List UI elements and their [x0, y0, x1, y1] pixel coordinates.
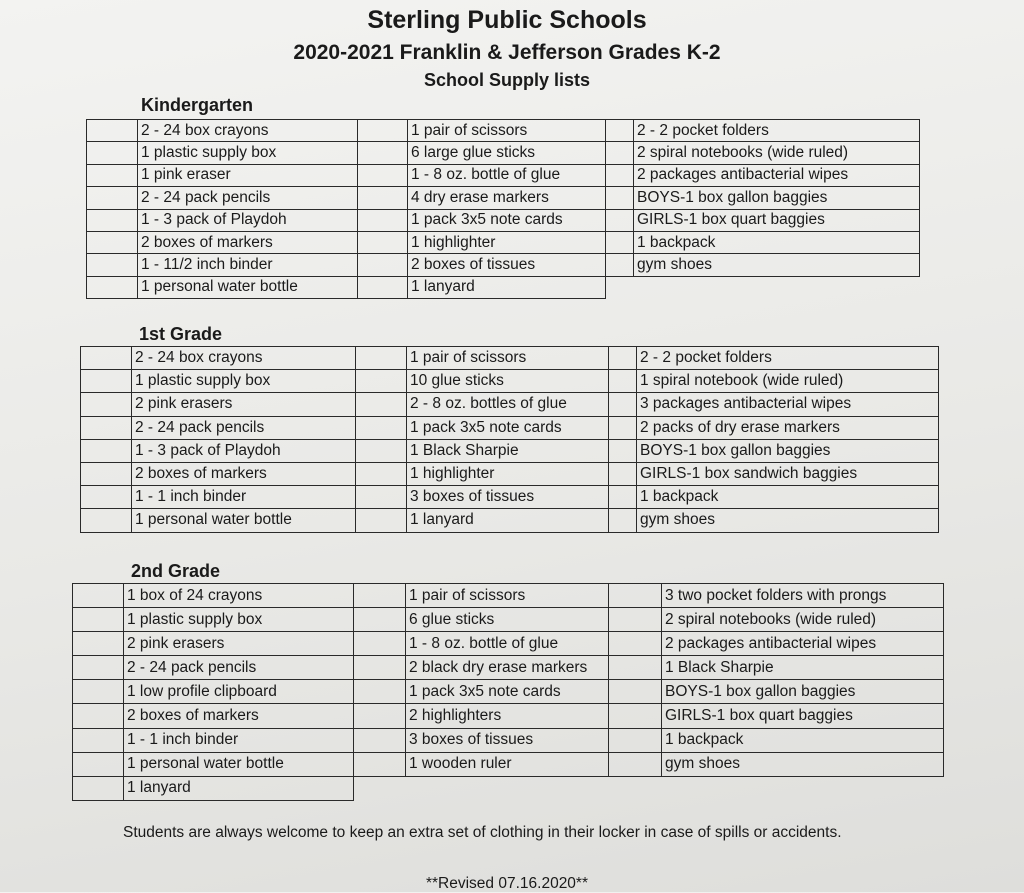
- supply-item: 3 packages antibacterial wipes: [637, 393, 939, 416]
- supply-item: 2 - 2 pocket folders: [637, 347, 939, 370]
- blank-check-cell: [81, 347, 132, 370]
- blank-check-cell: [358, 142, 408, 164]
- section-heading-1st-grade: 1st Grade: [139, 324, 223, 344]
- supply-item: 6 large glue sticks: [408, 142, 606, 164]
- blank-check-cell: [358, 254, 408, 276]
- table-row: [87, 164, 920, 186]
- supply-item: [662, 776, 944, 800]
- table-row: [81, 486, 939, 509]
- supply-item: 1 Black Sharpie: [407, 439, 609, 462]
- supply-item: 2 boxes of markers: [124, 704, 354, 728]
- supply-item: 2 - 24 pack pencils: [124, 656, 354, 680]
- blank-check-cell: [354, 656, 406, 680]
- supply-item: 1 - 1 inch binder: [132, 486, 356, 509]
- table-row: [73, 752, 944, 776]
- supply-table-2nd-grade: [72, 583, 944, 801]
- supply-item: 1 - 3 pack of Playdoh: [132, 439, 356, 462]
- blank-check-cell: [73, 680, 124, 704]
- blank-check-cell: [356, 347, 407, 370]
- blank-check-cell: [87, 142, 138, 164]
- supply-item: 2 pink erasers: [132, 393, 356, 416]
- section-heading-2nd-grade: 2nd Grade: [131, 561, 221, 581]
- blank-check-cell: [354, 776, 406, 800]
- table-row: [87, 209, 920, 231]
- supply-item: GIRLS-1 box quart baggies: [634, 209, 920, 231]
- supply-item: 2 packs of dry erase markers: [637, 416, 939, 439]
- table-row: [87, 120, 920, 142]
- revised-date: **Revised 07.16.2020**: [425, 875, 588, 892]
- table-row: [81, 509, 939, 532]
- supply-item: 1 plastic supply box: [132, 370, 356, 393]
- blank-check-cell: [609, 439, 637, 462]
- blank-check-cell: [81, 416, 132, 439]
- table-row: [73, 584, 944, 608]
- supply-item: 3 two pocket folders with prongs: [662, 584, 944, 608]
- supply-item: 2 packages antibacterial wipes: [634, 164, 920, 186]
- blank-check-cell: [609, 393, 637, 416]
- table-row: [73, 608, 944, 632]
- blank-check-cell: [81, 393, 132, 416]
- supply-item: 1 pair of scissors: [407, 347, 609, 370]
- blank-check-cell: [606, 164, 634, 186]
- supply-item: 4 dry erase markers: [408, 187, 606, 209]
- blank-check-cell: [87, 120, 138, 142]
- supply-item: 1 backpack: [662, 728, 944, 752]
- blank-check-cell: [354, 728, 406, 752]
- table-row: [87, 254, 920, 276]
- blank-check-cell: [73, 776, 124, 800]
- blank-check-cell: [87, 209, 138, 231]
- blank-check-cell: [358, 187, 408, 209]
- blank-check-cell: [81, 509, 132, 532]
- blank-check-cell: [606, 209, 634, 231]
- table-row: [73, 632, 944, 656]
- supply-item: 1 pair of scissors: [408, 120, 606, 142]
- supply-item: 2 - 24 box crayons: [132, 347, 356, 370]
- blank-check-cell: [609, 776, 662, 800]
- page-subtitle: 2020-2021 Franklin & Jefferson Grades K-2: [293, 41, 721, 64]
- blank-check-cell: [87, 276, 138, 298]
- blank-check-cell: [358, 276, 408, 298]
- supply-item: gym shoes: [634, 254, 920, 276]
- blank-check-cell: [354, 608, 406, 632]
- blank-check-cell: [609, 608, 662, 632]
- blank-check-cell: [354, 632, 406, 656]
- supply-item: 2 highlighters: [406, 704, 609, 728]
- supply-item: 2 - 2 pocket folders: [634, 120, 920, 142]
- supply-item: 1 pack 3x5 note cards: [407, 416, 609, 439]
- supply-item: 1 plastic supply box: [138, 142, 358, 164]
- table-row: [73, 776, 944, 800]
- blank-check-cell: [358, 209, 408, 231]
- supply-item: 1 pair of scissors: [406, 584, 609, 608]
- supply-item: 1 plastic supply box: [124, 608, 354, 632]
- blank-check-cell: [73, 728, 124, 752]
- supply-item: BOYS-1 box gallon baggies: [662, 680, 944, 704]
- blank-check-cell: [81, 486, 132, 509]
- blank-check-cell: [81, 370, 132, 393]
- table-row: [81, 439, 939, 462]
- blank-check-cell: [356, 370, 407, 393]
- table-row: [81, 393, 939, 416]
- supply-table-1st-grade: [80, 346, 939, 533]
- blank-check-cell: [609, 486, 637, 509]
- blank-check-cell: [87, 164, 138, 186]
- supply-item: 1 Black Sharpie: [662, 656, 944, 680]
- blank-check-cell: [606, 142, 634, 164]
- blank-check-cell: [73, 656, 124, 680]
- blank-check-cell: [609, 462, 637, 485]
- blank-check-cell: [354, 584, 406, 608]
- supply-item: 1 box of 24 crayons: [124, 584, 354, 608]
- blank-check-cell: [87, 254, 138, 276]
- supply-item: 1 personal water bottle: [132, 509, 356, 532]
- table-row: [81, 416, 939, 439]
- supply-item: 1 - 1 inch binder: [124, 728, 354, 752]
- supply-item: gym shoes: [662, 752, 944, 776]
- blank-check-cell: [609, 584, 662, 608]
- supply-item: 3 boxes of tissues: [406, 728, 609, 752]
- blank-check-cell: [609, 416, 637, 439]
- table-row: [87, 187, 920, 209]
- supply-item: 3 boxes of tissues: [407, 486, 609, 509]
- supply-item: 2 - 8 oz. bottles of glue: [407, 393, 609, 416]
- supply-item: 1 pack 3x5 note cards: [408, 209, 606, 231]
- blank-check-cell: [354, 680, 406, 704]
- blank-check-cell: [354, 704, 406, 728]
- table-row: [73, 704, 944, 728]
- supply-item: 1 personal water bottle: [138, 276, 358, 298]
- supply-item: 2 - 24 box crayons: [138, 120, 358, 142]
- supply-item: 1 pink eraser: [138, 164, 358, 186]
- blank-check-cell: [609, 680, 662, 704]
- section-heading-kindergarten: Kindergarten: [141, 95, 254, 115]
- blank-check-cell: [609, 728, 662, 752]
- blank-check-cell: [358, 231, 408, 253]
- supply-item: GIRLS-1 box quart baggies: [662, 704, 944, 728]
- supply-item: 1 personal water bottle: [124, 752, 354, 776]
- blank-check-cell: [73, 584, 124, 608]
- supply-item: 2 boxes of markers: [138, 231, 358, 253]
- blank-check-cell: [609, 347, 637, 370]
- supply-item: 1 lanyard: [408, 276, 606, 298]
- blank-check-cell: [609, 370, 637, 393]
- blank-check-cell: [73, 608, 124, 632]
- supply-item: 1 spiral notebook (wide ruled): [637, 370, 939, 393]
- supply-item: 1 lanyard: [124, 776, 354, 800]
- blank-check-cell: [609, 704, 662, 728]
- footer-note: Students are always welcome to keep an extra set of clothing in their locker in case of spills or accidents.: [123, 824, 842, 841]
- supply-item: 1 - 8 oz. bottle of glue: [406, 632, 609, 656]
- supply-item: 1 backpack: [637, 486, 939, 509]
- supply-item: 2 boxes of tissues: [408, 254, 606, 276]
- supply-item: BOYS-1 box gallon baggies: [637, 439, 939, 462]
- blank-check-cell: [358, 120, 408, 142]
- blank-check-cell: [81, 462, 132, 485]
- blank-check-cell: [356, 439, 407, 462]
- supply-item: 2 spiral notebooks (wide ruled): [662, 608, 944, 632]
- supply-item: 1 - 11/2 inch binder: [138, 254, 358, 276]
- supply-item: [406, 776, 609, 800]
- supply-item: 1 pack 3x5 note cards: [406, 680, 609, 704]
- blank-check-cell: [356, 509, 407, 532]
- supply-item: 1 wooden ruler: [406, 752, 609, 776]
- blank-check-cell: [606, 120, 634, 142]
- supply-item: 2 packages antibacterial wipes: [662, 632, 944, 656]
- table-row: [81, 370, 939, 393]
- blank-check-cell: [73, 752, 124, 776]
- supply-item: GIRLS-1 box sandwich baggies: [637, 462, 939, 485]
- supply-item: 1 backpack: [634, 231, 920, 253]
- blank-check-cell: [356, 416, 407, 439]
- table-row: [73, 680, 944, 704]
- supply-item: 2 black dry erase markers: [406, 656, 609, 680]
- blank-check-cell: [358, 164, 408, 186]
- supply-item: 1 - 3 pack of Playdoh: [138, 209, 358, 231]
- blank-check-cell: [87, 231, 138, 253]
- blank-check-cell: [609, 752, 662, 776]
- blank-check-cell: [606, 187, 634, 209]
- blank-check-cell: [81, 439, 132, 462]
- blank-check-cell: [73, 632, 124, 656]
- supply-item: 2 - 24 pack pencils: [138, 187, 358, 209]
- supply-item: 1 highlighter: [407, 462, 609, 485]
- table-row: [81, 462, 939, 485]
- supply-item: BOYS-1 box gallon baggies: [634, 187, 920, 209]
- supply-item: 2 boxes of markers: [132, 462, 356, 485]
- blank-check-cell: [354, 752, 406, 776]
- blank-check-cell: [73, 704, 124, 728]
- blank-check-cell: [606, 231, 634, 253]
- blank-check-cell: [609, 632, 662, 656]
- blank-check-cell: [356, 486, 407, 509]
- supply-item: 10 glue sticks: [407, 370, 609, 393]
- table-row: [87, 276, 920, 298]
- page-caption: School Supply lists: [423, 70, 591, 90]
- table-row: [87, 142, 920, 164]
- blank-check-cell: [356, 462, 407, 485]
- supply-item: 1 lanyard: [407, 509, 609, 532]
- supply-item: 1 highlighter: [408, 231, 606, 253]
- blank-check-cell: [356, 393, 407, 416]
- table-row: [73, 728, 944, 752]
- blank-check-cell: [606, 254, 634, 276]
- supply-item: 1 - 8 oz. bottle of glue: [408, 164, 606, 186]
- supply-item: [634, 276, 920, 298]
- blank-check-cell: [87, 187, 138, 209]
- supply-item: 2 spiral notebooks (wide ruled): [634, 142, 920, 164]
- supply-item: 1 low profile clipboard: [124, 680, 354, 704]
- supply-item: gym shoes: [637, 509, 939, 532]
- table-row: [73, 656, 944, 680]
- supply-item: 2 pink erasers: [124, 632, 354, 656]
- blank-check-cell: [606, 276, 634, 298]
- table-row: [87, 231, 920, 253]
- supply-table-kindergarten: [86, 119, 920, 299]
- blank-check-cell: [609, 509, 637, 532]
- supply-item: 2 - 24 pack pencils: [132, 416, 356, 439]
- supply-item: 6 glue sticks: [406, 608, 609, 632]
- blank-check-cell: [609, 656, 662, 680]
- table-row: [81, 347, 939, 370]
- page-title: Sterling Public Schools: [367, 6, 647, 34]
